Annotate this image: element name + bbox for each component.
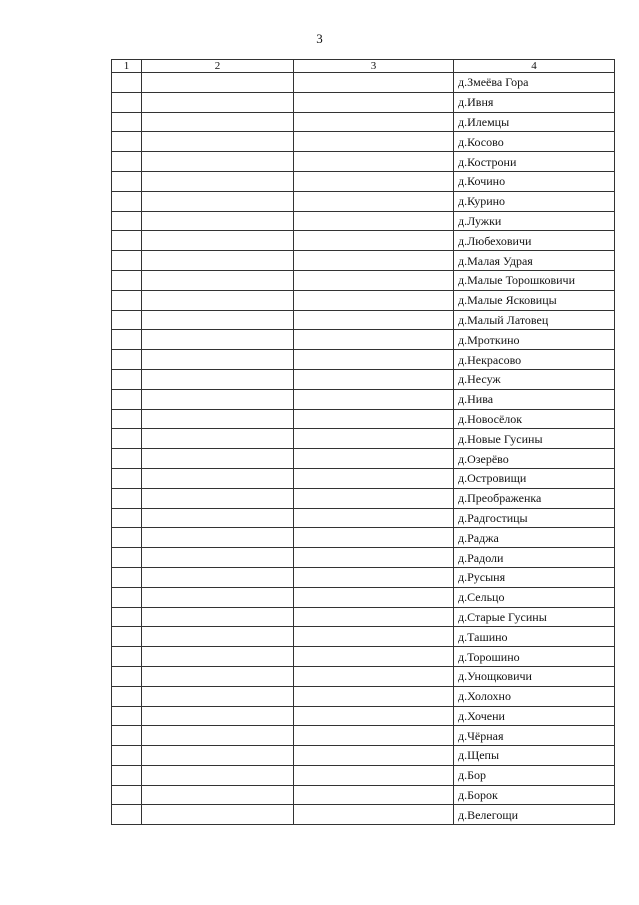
settlement-name-cell: д.Курино bbox=[454, 191, 615, 211]
empty-cell bbox=[294, 587, 454, 607]
table-row bbox=[112, 468, 615, 488]
empty-cell bbox=[142, 528, 294, 548]
table-row bbox=[112, 686, 615, 706]
settlement-name-cell: д.Малый Латовец bbox=[454, 310, 615, 330]
empty-cell bbox=[112, 191, 142, 211]
empty-cell bbox=[142, 251, 294, 271]
empty-cell bbox=[112, 805, 142, 825]
empty-cell bbox=[294, 765, 454, 785]
column-header-4: 4 bbox=[454, 60, 615, 73]
table-row bbox=[112, 73, 615, 93]
empty-cell bbox=[294, 389, 454, 409]
empty-cell bbox=[294, 686, 454, 706]
empty-cell bbox=[294, 666, 454, 686]
empty-cell bbox=[112, 152, 142, 172]
table-row bbox=[112, 92, 615, 112]
empty-cell bbox=[294, 92, 454, 112]
empty-cell bbox=[294, 310, 454, 330]
empty-cell bbox=[294, 251, 454, 271]
table-row bbox=[112, 251, 615, 271]
empty-cell bbox=[112, 686, 142, 706]
empty-cell bbox=[142, 468, 294, 488]
empty-cell bbox=[112, 251, 142, 271]
table-row bbox=[112, 666, 615, 686]
empty-cell bbox=[294, 488, 454, 508]
empty-cell bbox=[142, 488, 294, 508]
empty-cell bbox=[142, 191, 294, 211]
table-row bbox=[112, 528, 615, 548]
empty-cell bbox=[142, 805, 294, 825]
empty-cell bbox=[294, 152, 454, 172]
settlement-name-cell: д.Некрасово bbox=[454, 350, 615, 370]
empty-cell bbox=[142, 607, 294, 627]
settlement-name-cell: д.Раджа bbox=[454, 528, 615, 548]
empty-cell bbox=[294, 171, 454, 191]
table-row bbox=[112, 132, 615, 152]
empty-cell bbox=[142, 152, 294, 172]
table-row bbox=[112, 706, 615, 726]
settlement-name-cell: д.Радгостицы bbox=[454, 508, 615, 528]
empty-cell bbox=[112, 350, 142, 370]
settlement-name-cell: д.Холохно bbox=[454, 686, 615, 706]
empty-cell bbox=[142, 330, 294, 350]
table-row bbox=[112, 607, 615, 627]
settlement-name-cell: д.Радоли bbox=[454, 548, 615, 568]
empty-cell bbox=[142, 310, 294, 330]
empty-cell bbox=[142, 290, 294, 310]
table-row bbox=[112, 211, 615, 231]
empty-cell bbox=[294, 805, 454, 825]
settlement-name-cell: д.Несуж bbox=[454, 369, 615, 389]
settlement-name-cell: д.Малые Торошковичи bbox=[454, 270, 615, 290]
settlement-name-cell: д.Кочино bbox=[454, 171, 615, 191]
empty-cell bbox=[294, 706, 454, 726]
table-row bbox=[112, 270, 615, 290]
empty-cell bbox=[142, 211, 294, 231]
table-row bbox=[112, 548, 615, 568]
settlement-name-cell: д.Хочени bbox=[454, 706, 615, 726]
empty-cell bbox=[112, 409, 142, 429]
empty-cell bbox=[112, 112, 142, 132]
empty-cell bbox=[294, 369, 454, 389]
settlement-name-cell: д.Ташино bbox=[454, 627, 615, 647]
empty-cell bbox=[112, 468, 142, 488]
empty-cell bbox=[112, 290, 142, 310]
empty-cell bbox=[112, 369, 142, 389]
settlement-name-cell: д.Торошино bbox=[454, 647, 615, 667]
empty-cell bbox=[112, 488, 142, 508]
settlement-name-cell: д.Преображенка bbox=[454, 488, 615, 508]
settlement-name-cell: д.Косово bbox=[454, 132, 615, 152]
empty-cell bbox=[142, 508, 294, 528]
settlement-name-cell: д.Кострони bbox=[454, 152, 615, 172]
settlement-name-cell: д.Нива bbox=[454, 389, 615, 409]
empty-cell bbox=[112, 449, 142, 469]
settlement-name-cell: д.Илемцы bbox=[454, 112, 615, 132]
empty-cell bbox=[142, 627, 294, 647]
empty-cell bbox=[294, 330, 454, 350]
empty-cell bbox=[142, 567, 294, 587]
table-row bbox=[112, 567, 615, 587]
empty-cell bbox=[112, 508, 142, 528]
empty-cell bbox=[112, 706, 142, 726]
empty-cell bbox=[294, 290, 454, 310]
empty-cell bbox=[142, 389, 294, 409]
table-row bbox=[112, 152, 615, 172]
settlement-name-cell: д.Малые Ясковицы bbox=[454, 290, 615, 310]
empty-cell bbox=[142, 92, 294, 112]
empty-cell bbox=[142, 171, 294, 191]
empty-cell bbox=[112, 587, 142, 607]
settlement-name-cell: д.Щепы bbox=[454, 746, 615, 766]
empty-cell bbox=[112, 330, 142, 350]
empty-cell bbox=[142, 112, 294, 132]
table-row bbox=[112, 746, 615, 766]
empty-cell bbox=[294, 449, 454, 469]
empty-cell bbox=[294, 409, 454, 429]
table-row bbox=[112, 647, 615, 667]
settlement-name-cell: д.Чёрная bbox=[454, 726, 615, 746]
table-row bbox=[112, 805, 615, 825]
table-row bbox=[112, 290, 615, 310]
empty-cell bbox=[294, 112, 454, 132]
empty-cell bbox=[142, 765, 294, 785]
settlement-name-cell: д.Русыня bbox=[454, 567, 615, 587]
table-row bbox=[112, 488, 615, 508]
empty-cell bbox=[112, 132, 142, 152]
empty-cell bbox=[142, 785, 294, 805]
empty-cell bbox=[294, 508, 454, 528]
column-header-2: 2 bbox=[142, 60, 294, 73]
empty-cell bbox=[294, 746, 454, 766]
empty-cell bbox=[294, 548, 454, 568]
table-row bbox=[112, 191, 615, 211]
empty-cell bbox=[112, 726, 142, 746]
table-row bbox=[112, 726, 615, 746]
empty-cell bbox=[294, 567, 454, 587]
table-row bbox=[112, 330, 615, 350]
settlement-name-cell: д.Мроткино bbox=[454, 330, 615, 350]
empty-cell bbox=[294, 211, 454, 231]
empty-cell bbox=[142, 587, 294, 607]
empty-cell bbox=[294, 607, 454, 627]
empty-cell bbox=[142, 73, 294, 93]
table-row bbox=[112, 449, 615, 469]
empty-cell bbox=[142, 449, 294, 469]
empty-cell bbox=[112, 429, 142, 449]
empty-cell bbox=[142, 429, 294, 449]
page-number: 3 bbox=[316, 31, 323, 46]
empty-cell bbox=[112, 73, 142, 93]
empty-cell bbox=[142, 409, 294, 429]
empty-cell bbox=[294, 231, 454, 251]
empty-cell bbox=[142, 647, 294, 667]
empty-cell bbox=[112, 627, 142, 647]
empty-cell bbox=[142, 706, 294, 726]
empty-cell bbox=[142, 686, 294, 706]
settlement-name-cell: д.Новые Гусины bbox=[454, 429, 615, 449]
empty-cell bbox=[112, 666, 142, 686]
settlement-name-cell: д.Любеховичи bbox=[454, 231, 615, 251]
empty-cell bbox=[142, 726, 294, 746]
settlement-name-cell: д.Ивня bbox=[454, 92, 615, 112]
empty-cell bbox=[112, 171, 142, 191]
empty-cell bbox=[112, 310, 142, 330]
empty-cell bbox=[142, 132, 294, 152]
empty-cell bbox=[142, 666, 294, 686]
empty-cell bbox=[294, 528, 454, 548]
table-row bbox=[112, 627, 615, 647]
settlement-name-cell: д.Борок bbox=[454, 785, 615, 805]
empty-cell bbox=[112, 647, 142, 667]
settlement-name-cell: д.Лужки bbox=[454, 211, 615, 231]
settlement-name-cell: д.Бор bbox=[454, 765, 615, 785]
empty-cell bbox=[294, 73, 454, 93]
settlement-name-cell: д.Новосёлок bbox=[454, 409, 615, 429]
empty-cell bbox=[112, 548, 142, 568]
settlement-name-cell: д.Велегощи bbox=[454, 805, 615, 825]
empty-cell bbox=[294, 647, 454, 667]
empty-cell bbox=[294, 132, 454, 152]
table-row bbox=[112, 389, 615, 409]
empty-cell bbox=[142, 270, 294, 290]
table-row bbox=[112, 587, 615, 607]
table-row bbox=[112, 508, 615, 528]
table-header-row bbox=[112, 60, 615, 73]
empty-cell bbox=[112, 270, 142, 290]
settlements-table bbox=[111, 59, 615, 825]
table-row bbox=[112, 112, 615, 132]
empty-cell bbox=[294, 191, 454, 211]
empty-cell bbox=[142, 746, 294, 766]
empty-cell bbox=[294, 429, 454, 449]
empty-cell bbox=[294, 270, 454, 290]
empty-cell bbox=[142, 231, 294, 251]
empty-cell bbox=[142, 369, 294, 389]
settlement-name-cell: д.Старые Гусины bbox=[454, 607, 615, 627]
empty-cell bbox=[142, 548, 294, 568]
table-row bbox=[112, 310, 615, 330]
settlement-name-cell: д.Змеёва Гора bbox=[454, 73, 615, 93]
empty-cell bbox=[294, 468, 454, 488]
table-row bbox=[112, 409, 615, 429]
empty-cell bbox=[112, 389, 142, 409]
empty-cell bbox=[112, 211, 142, 231]
table-row bbox=[112, 231, 615, 251]
empty-cell bbox=[142, 350, 294, 370]
empty-cell bbox=[112, 92, 142, 112]
settlement-name-cell: д.Озерёво bbox=[454, 449, 615, 469]
column-header-1: 1 bbox=[112, 60, 142, 73]
table-row bbox=[112, 350, 615, 370]
empty-cell bbox=[112, 567, 142, 587]
empty-cell bbox=[112, 765, 142, 785]
empty-cell bbox=[112, 746, 142, 766]
empty-cell bbox=[294, 726, 454, 746]
empty-cell bbox=[294, 785, 454, 805]
column-header-3: 3 bbox=[294, 60, 454, 73]
settlement-name-cell: д.Унощковичи bbox=[454, 666, 615, 686]
table-row bbox=[112, 429, 615, 449]
table-row bbox=[112, 765, 615, 785]
empty-cell bbox=[112, 607, 142, 627]
table-row bbox=[112, 785, 615, 805]
table-row bbox=[112, 171, 615, 191]
table-row bbox=[112, 369, 615, 389]
settlement-name-cell: д.Островищи bbox=[454, 468, 615, 488]
empty-cell bbox=[294, 350, 454, 370]
settlement-name-cell: д.Сельцо bbox=[454, 587, 615, 607]
table-body bbox=[112, 73, 615, 825]
empty-cell bbox=[112, 528, 142, 548]
empty-cell bbox=[112, 231, 142, 251]
empty-cell bbox=[112, 785, 142, 805]
settlement-name-cell: д.Малая Удрая bbox=[454, 251, 615, 271]
empty-cell bbox=[294, 627, 454, 647]
